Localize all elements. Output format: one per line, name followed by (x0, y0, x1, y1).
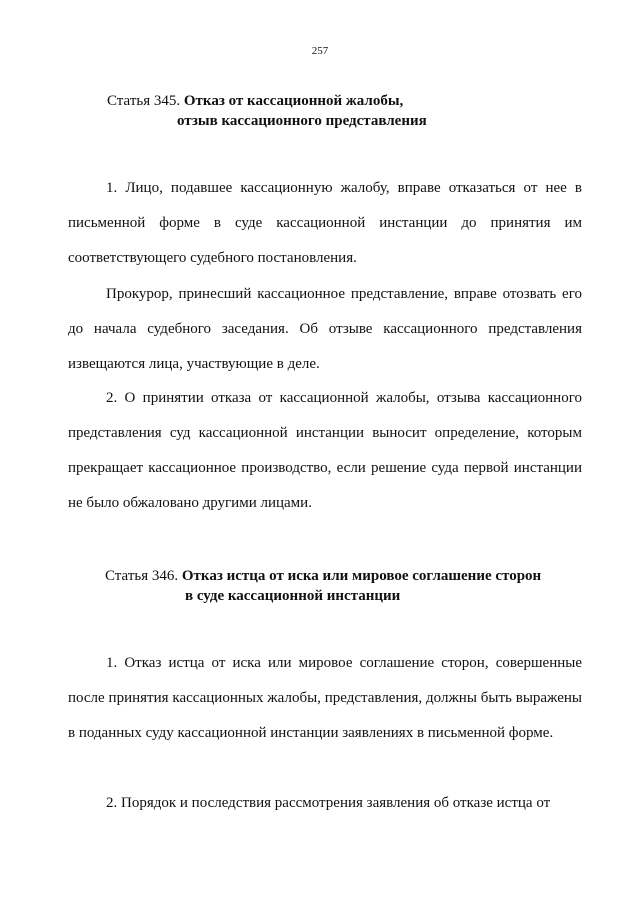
article-346-paragraph-1: 1. Отказ истца от иска или мировое соглашение сторон, совершенные после принятия кассационных жалобы, представления, должны быть выражены в поданных суду кассационной инстанции заявлениях в письменной форме. (68, 655, 582, 741)
article-346-heading (105, 566, 541, 606)
article-346-title-line2: в суде кассационной инстанции (185, 588, 401, 604)
article-346-title-line1: Отказ истца от иска или мировое соглашение сторон (181, 568, 542, 584)
article-346-number: Статья 346. (105, 568, 179, 584)
article-345-title-line1: Отказ от кассационной жалобы, (183, 93, 404, 109)
article-345-number: Статья 345. (107, 93, 181, 109)
article-345-paragraph-3: 2. О принятии отказа от кассационной жалобы, отзыва кассационного представления суд кассационной инстанции выносит определение, которым прекращает кассационное производство, если решение суда первой инстанции не было обжаловано другими лицами. (68, 390, 582, 511)
article-345-paragraph-1: 1. Лицо, подавшее кассационную жалобу, вправе отказаться от нее в письменной форме в суде кассационной инстанции до принятия им соответствующего судебного постановления. (68, 180, 582, 266)
article-346-paragraph-2: 2. Порядок и последствия рассмотрения заявления об отказе истца от (106, 795, 551, 811)
article-345-paragraph-2: Прокурор, принесший кассационное представление, вправе отозвать его до начала судебного заседания. Об отзыве кассационного представления извещаются лица, участвующие в деле. (68, 286, 582, 372)
page-number: 257 (311, 45, 329, 57)
article-345-title-line2: отзыв кассационного представления (177, 113, 427, 129)
article-345-heading (107, 91, 427, 131)
